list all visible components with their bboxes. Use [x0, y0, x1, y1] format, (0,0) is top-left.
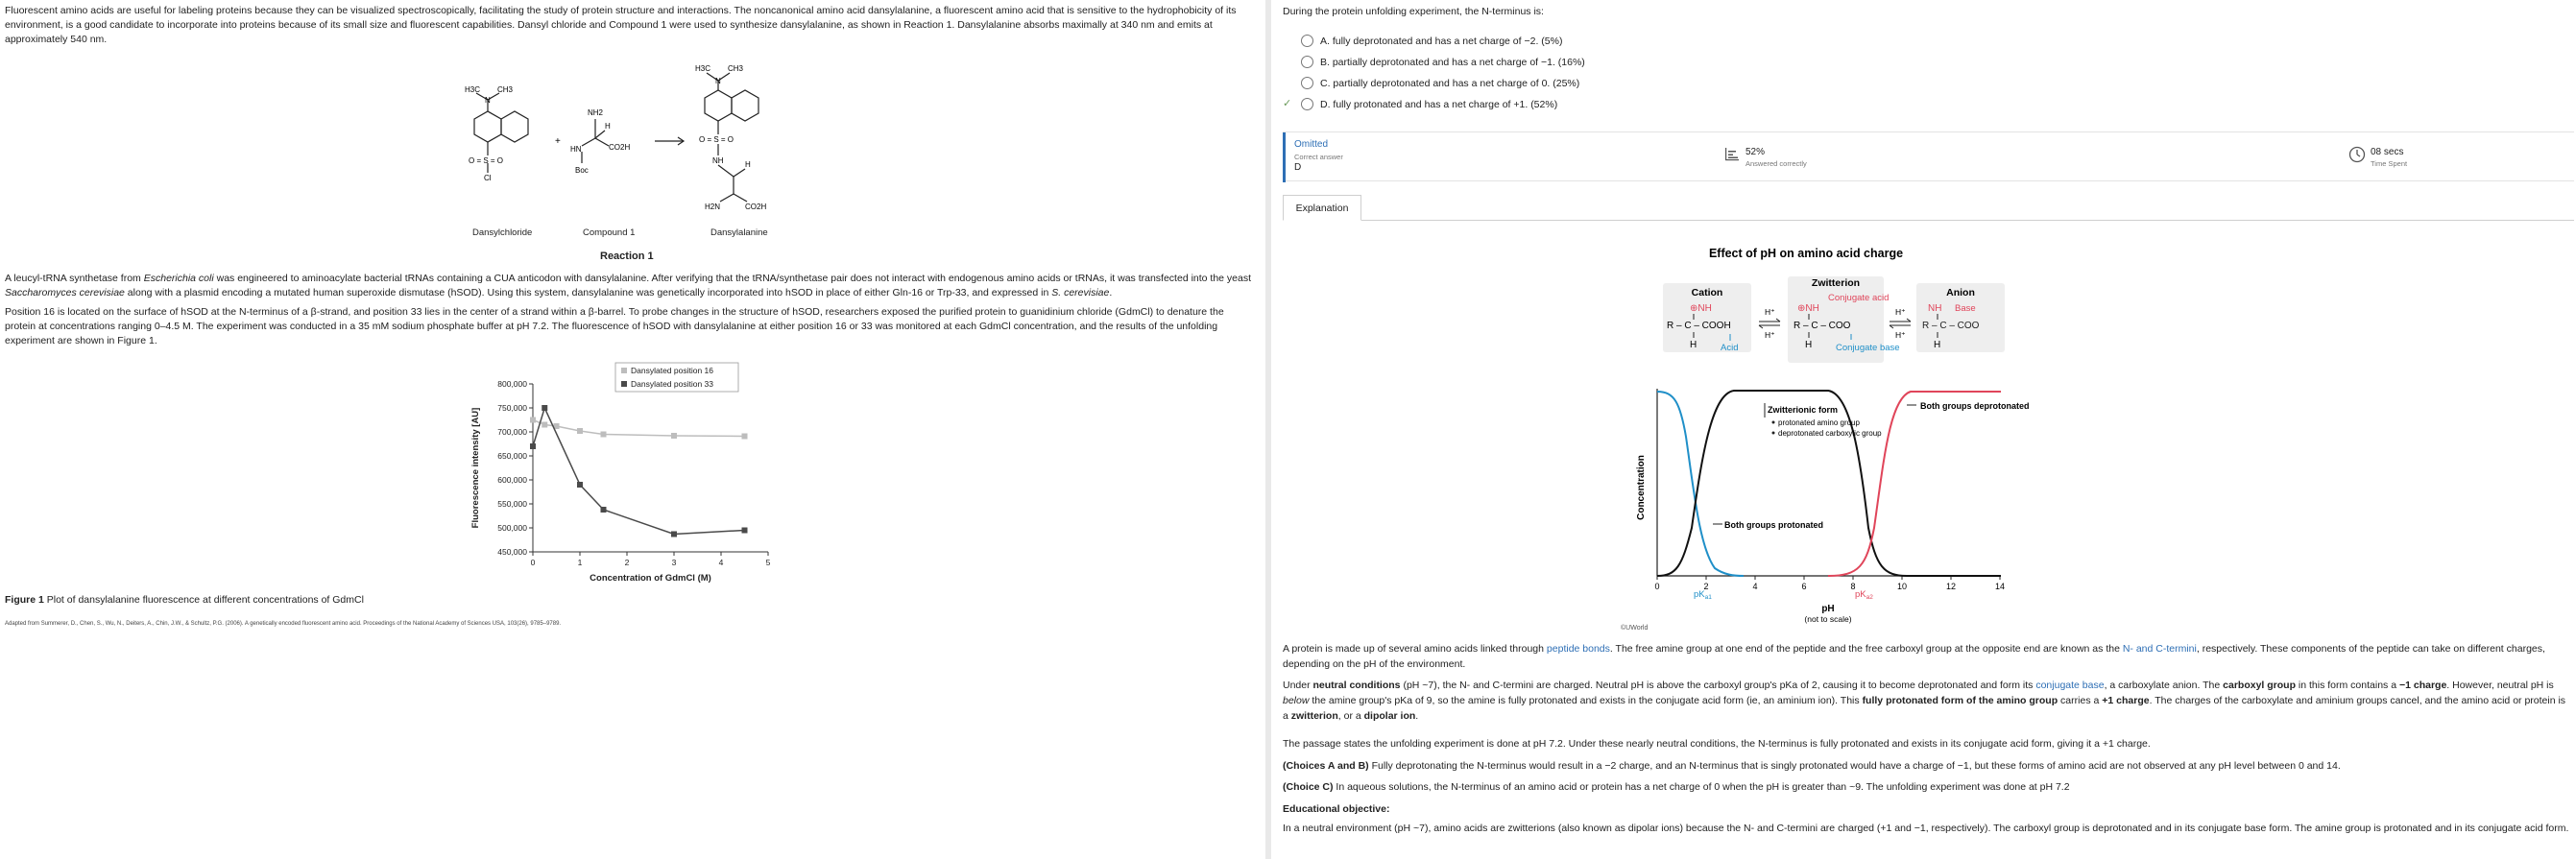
cl-label: Cl	[484, 174, 492, 182]
zwitterion-nh3: ⊕NH	[1797, 303, 1819, 314]
n-label-2: N	[715, 77, 721, 85]
cation-h: H	[1690, 340, 1697, 350]
nh2-label: NH2	[588, 108, 604, 117]
data-point	[542, 405, 547, 411]
boc-label: Boc	[575, 166, 589, 175]
ph-tick-label: 12	[1945, 582, 1957, 591]
explanation-paragraph-1: A protein is made up of several amino acids linked through peptide bonds. The free amine group at one end of the peptide and the free carboxyl group at the opposite end are known as the N- and C-termini, respectively. These components of the peptide can take on different charges, depending on the pH of the environment.	[1283, 643, 2545, 670]
checkmark-icon: ✓	[1283, 98, 1292, 109]
passage-intro: Fluorescent amino acids are useful for labeling proteins because they can be visualized spectroscopically, facilitating the study of protein structure and interactions. The noncanonical amino acid dansylalanine, a fluorescent amino acid that is sensitive to the hydrophobicity of its environment, is a good candidate to incorporate into proteins because of its small size and fluorescent capabilities. Dansyl chloride and Compound 1 were used to synthesize dansylalanine, as shown in Reaction 1. Dansylalanine absorbs maximally at 340 nm and emits at approximately 540 nm.	[5, 5, 1237, 45]
y-tick-label: 500,000	[497, 523, 527, 533]
anion-nh2: NH	[1928, 303, 1942, 314]
oso-label-2: O = S = O	[699, 135, 734, 144]
clock-icon	[2348, 146, 2366, 163]
cation-backbone: R – C – COOH	[1667, 321, 1731, 331]
acid-label: Acid	[1721, 343, 1739, 353]
conjugate-acid-label: Conjugate acid	[1828, 293, 1890, 303]
data-point	[671, 532, 677, 537]
data-point	[530, 443, 536, 449]
conjugate-base-label: Conjugate base	[1836, 343, 1900, 353]
cation-nh3: ⊕NH	[1690, 303, 1712, 314]
explanation-paragraph-5: (Choice C) In aqueous solutions, the N-terminus of an amino acid or protein has a net charge of 0 when the pH is greater than ~9. The unfolding experiment was done at pH 7.2	[1283, 781, 2070, 793]
bar-chart-icon	[1724, 147, 1740, 162]
passage-paragraph-2: A leucyl-tRNA synthetase from Escherichia coli was engineered to aminoacylate bacterial tRNAs containing a CUA anticodon with dansylalanine. After verifying that the tRNA/synthetase pair does not interact with endogenous amino acids or tRNAs, it was transfected into the yeast Saccharomyces cerevisiae along with a plasmid encoding a mutated human superoxide dismutase (hSOD). Using this system, dansylalanine was genetically incorporated into hSOD in place of either Gln-16 or Trp-33, and expressed in S. cerevisiae.	[5, 273, 1252, 298]
hplus-label-3: H⁺	[1895, 307, 1906, 317]
series-line-position-33	[533, 408, 745, 535]
x-tick-label: 4	[718, 558, 724, 567]
concentration-axis-label: Concentration	[1636, 455, 1647, 520]
radio-button[interactable]	[1301, 56, 1313, 68]
co2h-label: CO2H	[609, 143, 631, 152]
cation-curve	[1657, 392, 1744, 576]
choice-a[interactable]	[1283, 35, 1562, 47]
choice-c[interactable]	[1283, 77, 1579, 89]
figure-1-caption: Figure 1 Plot of dansylalanine fluorescence at different concentrations of GdmCl	[5, 594, 364, 606]
termini-link[interactable]: N- and C-termini	[2122, 643, 2197, 655]
explanation-paragraph-4: (Choices A and B) Fully deprotonating the N-terminus would result in a −2 charge, and an N-terminus that is singly protonated would have a charge of −1, but these forms of amino acid are not observed at any pH level between 0 and 14.	[1283, 760, 2341, 772]
data-point	[577, 482, 583, 488]
ph-axis-label: pH	[1821, 604, 1835, 614]
h-label-2: H	[745, 160, 751, 169]
ph-tick-label: 6	[1801, 582, 1807, 591]
zw-bullet-2: deprotonated carboxylic group	[1778, 429, 1882, 438]
radio-button[interactable]	[1301, 98, 1313, 110]
choice-b[interactable]	[1283, 56, 1585, 68]
tab-explanation[interactable]: Explanation	[1283, 195, 1361, 221]
accent-bar	[1283, 132, 1286, 182]
legend-marker	[621, 381, 627, 387]
question-pane[interactable]	[1283, 0, 2574, 859]
x-tick-label: 1	[577, 558, 583, 567]
co2h-label-2: CO2H	[745, 203, 767, 211]
hn-label: HN	[570, 145, 582, 154]
both-protonated-label: Both groups protonated	[1724, 520, 1823, 530]
figure-1-chart	[461, 360, 787, 590]
conjugate-base-link[interactable]: conjugate base	[2035, 680, 2105, 691]
oso-label: O = S = O	[469, 156, 504, 165]
y-tick-label: 600,000	[497, 475, 527, 485]
data-point	[742, 528, 748, 534]
choice-label: C. partially deprotonated and has a net charge of 0. (25%)	[1320, 77, 1580, 89]
ph-tick-label: 10	[1896, 582, 1908, 591]
y-tick-label: 550,000	[497, 499, 527, 509]
time-spent-caption: Time Spent	[2371, 159, 2408, 168]
choice-label: D. fully protonated and has a net charge of +1. (52%)	[1320, 98, 1558, 110]
ph-axis-sublabel: (not to scale)	[1804, 614, 1852, 624]
diagram-title: Effect of pH on amino acid charge	[1708, 247, 1904, 260]
copyright-label: ©UWorld	[1621, 625, 1649, 632]
zwitterion-backbone: R – C – COO	[1794, 321, 1851, 331]
y-tick-label: 800,000	[497, 379, 527, 389]
question-stem: During the protein unfolding experiment, the N-terminus is:	[1283, 6, 1544, 17]
ph-tick-label: 14	[1994, 582, 2006, 591]
chart-y-label: Fluorescence intensity [AU]	[470, 407, 481, 529]
choice-label: A. fully deprotonated and has a net charge of −2. (5%)	[1320, 35, 1563, 47]
n-label: N	[485, 96, 491, 105]
plus-sign: +	[555, 136, 561, 147]
data-point	[601, 507, 607, 513]
y-tick-label: 750,000	[497, 403, 527, 413]
data-point	[542, 422, 547, 428]
zwitterionic-form-label: Zwitterionic form	[1768, 405, 1839, 415]
x-tick-label: 5	[765, 558, 771, 567]
data-point	[742, 434, 748, 440]
y-tick-label: 700,000	[497, 427, 527, 437]
anion-heading: Anion	[1946, 287, 1975, 298]
data-point	[671, 433, 677, 439]
choice-d[interactable]	[1283, 98, 1557, 110]
label-compound-1: Compound 1	[583, 227, 636, 238]
y-tick-label: 650,000	[497, 451, 527, 461]
legend-label: Dansylated position 33	[631, 379, 714, 389]
label-dansylchloride: Dansylchloride	[472, 227, 533, 238]
figure-1-citation: Adapted from Summerer, D., Chen, S., Wu, N., Deiters, A., Chin, J.W., & Schultz, P.G. (2006). A genetically encoded fluorescent amino acid. Proceedings of the National Academy of Sciences USA, 103(26), 9785–9789.	[5, 621, 562, 627]
x-tick-label: 0	[530, 558, 536, 567]
educational-objective-heading: Educational objective:	[1283, 803, 1390, 815]
both-deprotonated-label: Both groups deprotonated	[1920, 401, 2030, 411]
nh-label: NH	[712, 156, 724, 165]
ph-charge-diagram	[1600, 240, 2030, 633]
ch3-label-2: CH3	[728, 64, 744, 73]
correct-answer-value: D	[1294, 162, 1302, 173]
radio-button[interactable]	[1301, 77, 1313, 89]
anion-h: H	[1934, 340, 1941, 350]
time-spent-value: 08 secs	[2371, 147, 2404, 157]
ph-tick-label: 8	[1850, 582, 1856, 591]
zwitterion-heading: Zwitterion	[1811, 277, 1861, 289]
educational-objective-text: In a neutral environment (pH ~7), amino acids are zwitterions (also known as dipolar ions) because the N- and C-termini are charged (+1 and −1, respectively). The carboxyl group is deprotonated and in its conjugate base form. The amine group is protonated and in its conjugate acid form.	[1283, 823, 2569, 834]
percent-caption: Answered correctly	[1745, 159, 1807, 168]
hplus-label-2: H⁺	[1765, 330, 1775, 340]
y-tick-label: 450,000	[497, 547, 527, 557]
peptide-bonds-link[interactable]: peptide bonds	[1546, 643, 1610, 655]
answer-stats-bar	[1283, 131, 2574, 181]
h3c-label: H3C	[465, 85, 481, 94]
pka2-label: $pK_{a2}$	[1855, 589, 1873, 601]
pane-divider-handle[interactable]	[1265, 0, 1271, 859]
percent-correct: 52%	[1745, 147, 1766, 157]
reaction-title: Reaction 1	[600, 251, 654, 262]
ph-tick-label: 4	[1752, 582, 1758, 591]
tab-underline	[1361, 220, 2574, 221]
base-label: Base	[1955, 303, 1976, 314]
anion-backbone: R – C – COO	[1922, 321, 1980, 331]
ph-tick-label: 0	[1654, 582, 1660, 591]
hplus-label-1: H⁺	[1765, 307, 1775, 317]
ph-tick-label: 2	[1703, 582, 1709, 591]
hplus-label-4: H⁺	[1895, 330, 1906, 340]
h3c-label-2: H3C	[695, 64, 711, 73]
reaction-1-diagram	[451, 50, 816, 242]
passage-pane[interactable]	[0, 0, 1258, 859]
legend-marker	[621, 368, 627, 373]
cation-heading: Cation	[1691, 287, 1723, 298]
data-point	[530, 418, 536, 423]
explanation-paragraph-2: Under neutral conditions (pH ~7), the N- and C-termini are charged. Neutral pH is above the carboxyl group's pKa of 2, causing it to become deprotonated and form its conjugate base, a carboxylate anion. The carboxyl group in this form contains a −1 charge. However, neutral pH is below the amine group's pKa of 9, so the amine is fully protonated and exists in the conjugate acid form (ie, an aminium ion). This fully protonated form of the amino group carries a +1 charge. The charges of the carboxylate and aminium groups cancel, and the amino acid or protein is a zwitterion, or a dipolar ion.	[1283, 680, 2566, 722]
chart-x-label: Concentration of GdmCl (M)	[590, 573, 711, 584]
choice-label: B. partially deprotonated and has a net charge of −1. (16%)	[1320, 56, 1585, 68]
data-point	[577, 428, 583, 434]
ch3-label: CH3	[497, 85, 514, 94]
h-label: H	[605, 122, 611, 131]
legend-label: Dansylated position 16	[631, 366, 714, 375]
passage-paragraph-3: Position 16 is located on the surface of hSOD at the N-terminus of a β-strand, and position 33 lies in the center of a strand within a β-barrel. To probe changes in the structure of hSOD, researchers exposed the purified protein to guanidinium chloride (GdmCl) to denature the protein at concentrations ranging 0–4.5 M. The experiment was conducted in a 35 mM sodium phosphate buffer at pH 7.2. The fluorescence of hSOD with dansylalanine at either position 16 or 33 was monitored at each GdmCl concentration, and the results of the unfolding experiment are shown in Figure 1.	[5, 306, 1224, 346]
data-point	[601, 432, 607, 438]
series-line-position-16	[533, 420, 745, 437]
radio-button[interactable]	[1301, 35, 1313, 47]
x-tick-label: 2	[624, 558, 630, 567]
h2n-label: H2N	[705, 203, 721, 211]
status-omitted: Omitted	[1294, 139, 1329, 150]
zwitterion-h: H	[1805, 340, 1813, 350]
correct-answer-caption: Correct answer	[1294, 153, 1343, 161]
pka1-label: $pK_{a1}$	[1694, 589, 1712, 601]
zw-bullet-1: protonated amino group	[1778, 418, 1860, 427]
x-tick-label: 3	[671, 558, 677, 567]
label-dansylalanine: Dansylalanine	[710, 227, 768, 238]
explanation-paragraph-3: The passage states the unfolding experiment is done at pH 7.2. Under these nearly neutral conditions, the N-terminus is fully protonated and exists in its conjugate acid form, giving it a +1 charge.	[1283, 738, 2151, 750]
